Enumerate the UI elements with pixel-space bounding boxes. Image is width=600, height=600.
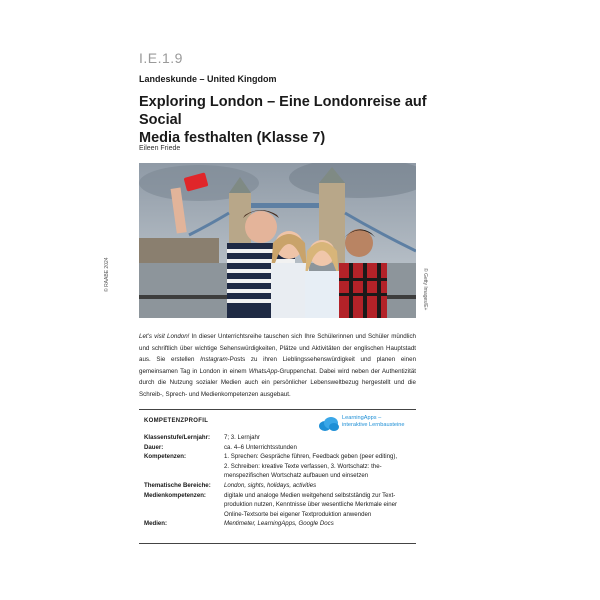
row-value: ca. 4–6 Unterrichtsstunden bbox=[224, 443, 297, 451]
row-value: digitale und analoge Medien weitgehend selbstständig zur Text- bbox=[224, 491, 396, 499]
kompetenzprofil-heading: KOMPETENZPROFIL bbox=[144, 418, 209, 424]
row-value: menspezifischen Wortschatz aufbauen und einsetzen bbox=[224, 472, 369, 480]
intro-text-3: -Gruppenchat. Dabei wird neben der Authentizität durch die Nutzung sozialer Medien auch ein persönlicher Lebensweltbezug hergestellt und die Schreib-, Sprech- und Medienkompetenzen ausgebaut. bbox=[139, 367, 416, 398]
intro-text-2: -Posts zu ihren Lieblingssehenswürdigkeit und planen einen gemeinsamen Tag in London in einem bbox=[139, 356, 417, 375]
author-name: Eileen Friede bbox=[139, 145, 181, 152]
row-thematische-bereiche bbox=[144, 481, 414, 491]
row-kompetenzen bbox=[144, 452, 414, 481]
subject-line: Landeskunde – United Kingdom bbox=[139, 74, 277, 84]
row-value: Mentimeter, LearningApps, Google Docs bbox=[224, 520, 334, 528]
profile-top-rule bbox=[139, 409, 416, 410]
row-label: Thematische Bereiche: bbox=[144, 481, 211, 489]
copyright-getty: © Getty Images/E+ bbox=[422, 268, 428, 311]
row-value: 2. Schreiben: kreative Texte verfassen, 3. Wortschatz: the- bbox=[224, 462, 382, 470]
row-value: produktion nutzen, Kenntnisse über wesentliche Merkmale einer bbox=[224, 501, 398, 509]
title-line-1: Exploring London – Eine Londonreise auf Social bbox=[139, 94, 427, 128]
learningapps-logo bbox=[318, 413, 413, 435]
row-value: 7; 3. Lernjahr bbox=[224, 434, 260, 441]
intro-paragraph bbox=[139, 331, 416, 400]
cloud-icon bbox=[318, 416, 340, 432]
row-value: London, sights, holidays, activities bbox=[224, 481, 317, 489]
intro-text-1: In dieser Unterrichtsreihe tauschen sich Ihre Schülerinnen und Schüler mündlich und schriftlich über wichtige Sehenswürdigkeiten, Plätze und Aktivitäten der englischen Hauptstadt aus. Sie erstellen bbox=[139, 333, 416, 363]
copyright-raabe: © RAABE 2024 bbox=[104, 257, 110, 292]
row-label: Dauer: bbox=[144, 443, 164, 451]
logo-line-1: LearningApps – bbox=[342, 415, 382, 421]
london-selfie-photo bbox=[139, 163, 416, 318]
kompetenzprofil-table bbox=[144, 433, 414, 529]
row-value: 1. Sprechen: Gespräche führen, Feedback geben (peer editing), bbox=[224, 453, 398, 461]
row-label: Medien: bbox=[144, 520, 168, 528]
row-dauer bbox=[144, 443, 414, 453]
photo-illustration bbox=[139, 163, 416, 318]
logo-line-2: interaktive Lernbausteine bbox=[342, 422, 405, 428]
profile-bottom-rule bbox=[139, 543, 416, 544]
row-medien bbox=[144, 519, 414, 529]
document-code: I.E.1.9 bbox=[139, 50, 183, 66]
page-title bbox=[139, 93, 439, 147]
row-value: Online-Textsorte bei eigener Textproduktion anwenden bbox=[224, 510, 372, 518]
row-label: Medienkompetenzen: bbox=[144, 491, 206, 499]
intro-instagram: Instagram bbox=[200, 356, 228, 363]
intro-whatsapp: WhatsApp bbox=[248, 367, 278, 375]
row-klassenstufe bbox=[144, 433, 414, 443]
intro-italic-lead: Let’s visit London! bbox=[139, 333, 190, 340]
row-label: Kompetenzen: bbox=[144, 453, 186, 461]
row-medienkompetenzen bbox=[144, 491, 414, 520]
title-line-2: Media festhalten (Klasse 7) bbox=[139, 130, 326, 146]
row-label: Klassenstufe/Lernjahr: bbox=[144, 434, 211, 441]
